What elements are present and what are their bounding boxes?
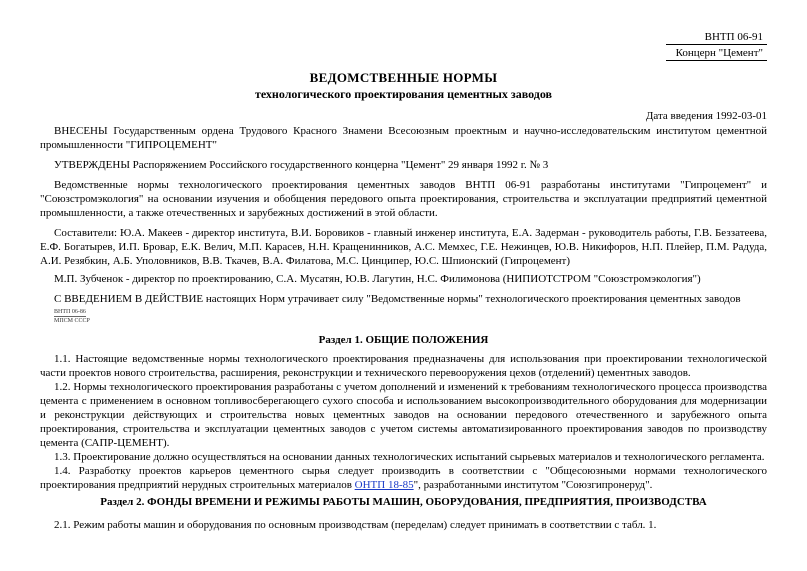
doc-code-box	[666, 30, 767, 61]
section2-item-1: 2.1. Режим работы машин и оборудования по основным производствам (переделам) следует принимать в соответствии с табл. 1.	[54, 519, 657, 531]
section1-heading: Раздел 1. ОБЩИЕ ПОЛОЖЕНИЯ	[318, 334, 489, 346]
doc-subtitle: технологического проектирования цементных заводов	[254, 87, 553, 101]
section1-item-4: 1.4. Разработку проектов карьеров цементного сырья следует производить в соответствии с "Общесоюзными нормами технологического проектирования предприятий нерудных строительных материалов ОНТП 18-85", разработанными институтом "Союзгипронеруд".	[40, 465, 767, 491]
doc-org: Концерн "Цемент"	[666, 44, 767, 61]
doc-title: ВЕДОМСТВЕННЫЕ НОРМЫ	[309, 70, 498, 85]
doc-date: Дата введения 1992-03-01	[645, 110, 767, 122]
intro-submitted: ВНЕСЕНЫ Государственным ордена Трудового Красного Знамени Всесоюзным проектным и научно-исследовательским институтом цементной промышленности "ГИПРОЦЕМЕНТ"	[40, 125, 767, 151]
section2-heading: Раздел 2. ФОНДЫ ВРЕМЕНИ И РЕЖИМЫ РАБОТЫ МАШИН, ОБОРУДОВАНИЯ, ПРЕДПРИЯТИЯ, ПРОИЗВОДСТВА	[100, 496, 707, 508]
intro-developed: Ведомственные нормы технологического проектирования цементных заводов ВНТП 06-91 разработаны институтами "Гипроцемент" и "Союзстромэкология" на основании изучения и обобщения передового опыта проектирования, строительства и эксплуатации предприятий цементной промышленности, а также отечественных и зарубежных достижений в этой области.	[40, 179, 767, 219]
ontp-18-85-link[interactable]: ОНТП 18-85	[354, 479, 414, 491]
intro-authors-2: М.П. Зубченок - директор по проектированию, С.А. Мусатян, Ю.В. Лагутин, Н.С. Филимонова (НИПИОТСТРОМ "Союзстромэкология")	[54, 273, 701, 285]
section1-item-2: 1.2. Нормы технологического проектирования разработаны с учетом дополнений и изменений к требованиям технологического процесса производства цемента с применением в основном топливосберегающего сухого способа и использованием высокопроизводительного оборудования для модернизации и реконструкции действующих и строительства новых цементных заводов на основании передового отечественного и зарубежного опыта проектирования, строительства и эксплуатации цементных заводов с учетом системы автоматизированного проектирования заводов по производству цемента (САПР-ЦЕМЕНТ).	[40, 381, 767, 449]
intro-supersedes: С ВВЕДЕНИЕМ В ДЕЙСТВИЕ настоящих Норм утрачивает силу "Ведомственные нормы" технологического проектирования цементных заводов	[54, 293, 741, 305]
intro-authors: Составители: Ю.А. Макеев - директор института, В.И. Боровиков - главный инженер института, Е.А. Задерман - руководитель работы, Г.В. Беззатеева, Е.Ф. Богатырев, И.П. Бровар, Е.К. Велич, М.П. Карасев, Н.Н. Кращенинников, А.С. Мемхес, Г.Е. Нежинцев, Ю.В. Никифоров, Н.П. Плейер, П.М. Радуда, А.И. Резябкин, А.Б. Уполовников, В.В. Ткачев, В.А. Филатова, М.С. Цинципер, Ю.С. Шпионский (Гипроцемент)	[40, 227, 767, 267]
superseded-stamp: ВНТП 06-86 МПСМ СССР	[54, 309, 90, 324]
intro-approved: УТВЕРЖДЕНЫ Распоряжением Российского государственного концерна "Цемент" 29 января 1992 г. № 3	[54, 159, 549, 171]
doc-code: ВНТП 06-91	[704, 31, 763, 43]
section1-item-1: 1.1. Настоящие ведомственные нормы технологического проектирования предназначены для использования при проектировании технологической части проектов нового строительства, расширения, реконструкции и технического перевооружения цехов (отделений) цементных заводов.	[40, 353, 767, 379]
section1-item-3: 1.3. Проектирование должно осуществляться на основании данных технологических испытаний сырьевых материалов и технологического регламента.	[54, 451, 765, 463]
